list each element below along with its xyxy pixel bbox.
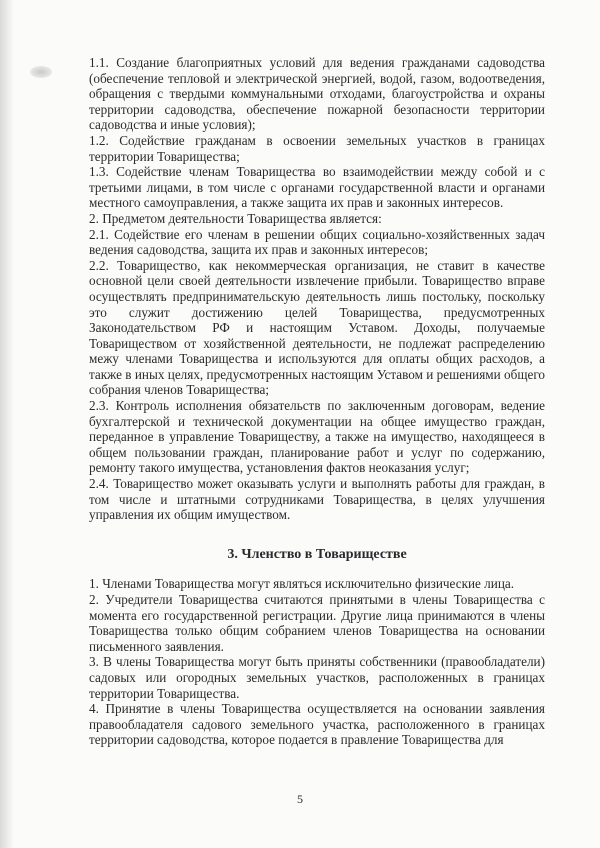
document-body	[89, 55, 545, 748]
paragraph-2-3: 2.3. Контроль исполнения обязательств по заключенным договорам, ведение бухгалтерской и технической документации на общее имущество граждан, переданное в управление Товариществу, а также на имущество, находящееся в общем пользовании граждан, планирование работ и услуг по содержанию, ремонту такого имущества, установления фактов неоказания услуг;	[89, 398, 545, 476]
paragraph-1-3: 1.3. Содействие членам Товарищества во взаимодействии между собой и с третьими лицами, в том числе с органами государственной власти и органами местного самоуправления, а также защита их прав и законных интересов.	[89, 164, 545, 211]
paragraph-2-4: 2.4. Товарищество может оказывать услуги и выполнять работы для граждан, в том числе и штатными сотрудниками Товарищества, в целях улучшения управления их общим имуществом.	[89, 476, 545, 523]
paragraph-1-2: 1.2. Содействие гражданам в освоении земельных участков в границах территории Товарищества;	[89, 132, 545, 164]
membership-paragraph-4: 4. Принятие в члены Товарищества осуществляется на основании заявления правообладателя садового земельного участка, расположенного в границах территории садоводства, которое подается в правление Товарищества для	[89, 701, 545, 748]
membership-paragraph-2: 2. Учредители Товарищества считаются принятыми в члены Товарищества с момента его государственной регистрации. Другие лица принимаются в члены Товарищества только общим собранием членов Товарищества на основании письменного заявления.	[89, 592, 545, 654]
section-title: 3. Членство в Товариществе	[227, 546, 407, 562]
membership-paragraph-3: 3. В члены Товарищества могут быть приняты собственники (правообладатели) садовых или огородных земельных участков, расположенных в границах территории Товарищества.	[89, 654, 545, 701]
membership-paragraph-1: 1. Членами Товарищества могут являться исключительно физические лица.	[89, 576, 515, 592]
paragraph-2-1: 2.1. Содействие его членам в решении общих социально-хозяйственных задач ведения садоводства, защита их прав и законных интересов;	[89, 226, 545, 258]
page-number: 5	[297, 792, 303, 806]
punch-hole-mark	[30, 66, 52, 78]
paragraph-2: 2. Предметом деятельности Товарищества является:	[89, 210, 382, 226]
scan-edge-shadow	[0, 0, 14, 848]
paragraph-1-1: 1.1. Создание благоприятных условий для ведения гражданами садоводства (обеспечение тепловой и электрической энергией, водой, газом, водоотведения, обращения с твердыми коммунальными отходами, благоустройства и охраны территории садоводства, обеспечение пожарной безопасности территории садоводства и иные условия);	[89, 55, 545, 133]
paragraph-2-2: 2.2. Товарищество, как некоммерческая организация, не ставит в качестве основной цели своей деятельности извлечение прибыли. Товарищество вправе осуществлять предпринимательскую деятельность лишь постольку, поскольку это служит достижению целей Товарищества, предусмотренных Законодательством РФ и настоящим Уставом. Доходы, получаемые Товариществом от хозяйственной деятельности, не подлежат распределению межу членами Товарищества и используются для оплаты общих расходов, а также в иных целях, предусмотренных настоящим Уставом и решениями общего собрания членов Товарищества;	[89, 257, 545, 398]
